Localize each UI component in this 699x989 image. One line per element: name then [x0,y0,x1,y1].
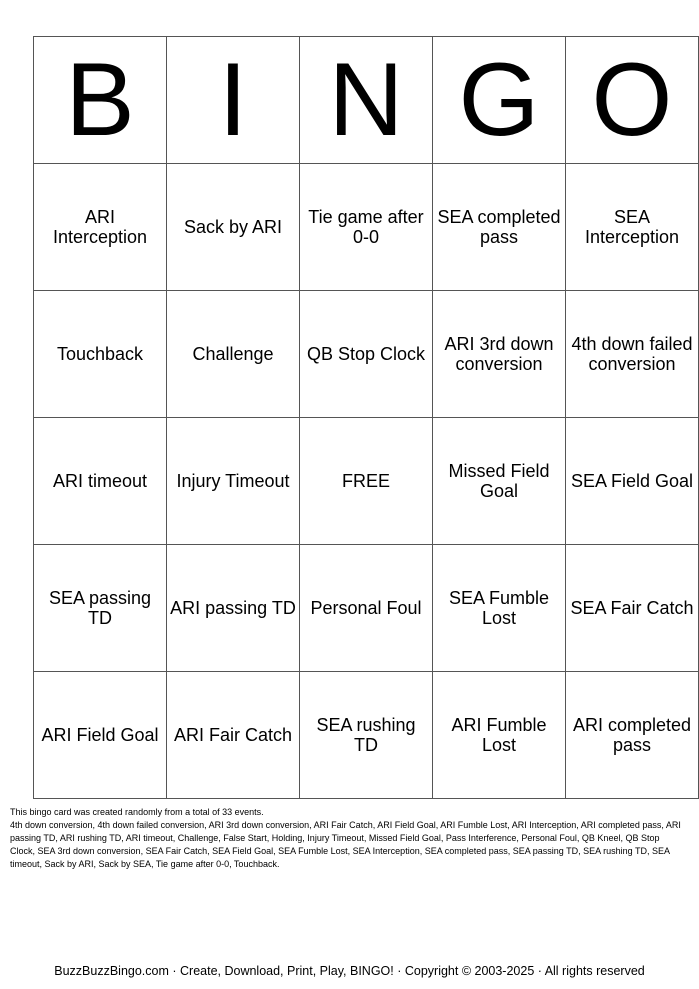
bingo-cell: ARI Fumble Lost [433,672,566,799]
bingo-cell: SEA Field Goal [566,418,699,545]
bingo-cell: Missed Field Goal [433,418,566,545]
bingo-cell: QB Stop Clock [300,291,433,418]
free-space-cell: FREE [300,418,433,545]
bingo-row [34,164,699,291]
bingo-cell: SEA passing TD [34,545,167,672]
header-letter-o: O [566,37,699,164]
bingo-cell: 4th down failed conversion [566,291,699,418]
header-letter-b: B [34,37,167,164]
bingo-cell: ARI 3rd down conversion [433,291,566,418]
bingo-row [34,545,699,672]
bingo-header-row [34,37,699,164]
header-letter-g: G [433,37,566,164]
bingo-cell: ARI timeout [34,418,167,545]
header-letter-n: N [300,37,433,164]
note-events: 4th down conversion, 4th down failed conversion, ARI 3rd down conversion, ARI Fair Catch, ARI Field Goal, ARI Fumble Lost, ARI Interception, ARI completed pass, ARI passing TD, ARI rushing TD, ARI timeout, Challenge, False Start, Holding, Injury Timeout, Missed Field Goal, Pass Interference, Personal Foul, QB Kneel, QB Stop Clock, SEA 3rd down conversion, SEA Fair Catch, SEA Field Goal, SEA Fumble Lost, SEA Interception, SEA completed pass, SEA passing TD, SEA rushing TD, SEA timeout, Sack by ARI, Sack by SEA, Tie game after 0-0, Touchback. [10,820,681,869]
event-list-note [10,806,686,871]
bingo-cell: SEA Fumble Lost [433,545,566,672]
bingo-cell: SEA completed pass [433,164,566,291]
footer-tagline: · Create, Download, Print, Play, BINGO! · Copyright © 2003-2025 · All rights reserved [168,964,645,978]
bingo-cell: SEA Fair Catch [566,545,699,672]
bingo-cell: ARI completed pass [566,672,699,799]
bingo-card [33,36,699,799]
bingo-cell: ARI passing TD [167,545,300,672]
bingo-cell: Personal Foul [300,545,433,672]
bingo-row [34,672,699,799]
bingo-cell: SEA rushing TD [300,672,433,799]
bingo-cell: Touchback [34,291,167,418]
header-letter-i: I [167,37,300,164]
bingo-cell: Challenge [167,291,300,418]
bingo-row [34,291,699,418]
bingo-cell: Injury Timeout [167,418,300,545]
bingo-cell: Sack by ARI [167,164,300,291]
page-footer [0,963,699,979]
footer-site-link[interactable]: BuzzBuzzBingo.com [54,964,169,978]
bingo-cell: ARI Fair Catch [167,672,300,799]
bingo-row [34,418,699,545]
bingo-cell: SEA Interception [566,164,699,291]
note-intro: This bingo card was created randomly from a total of 33 events. [10,807,264,817]
bingo-cell: ARI Interception [34,164,167,291]
bingo-cell: ARI Field Goal [34,672,167,799]
bingo-cell: Tie game after 0-0 [300,164,433,291]
